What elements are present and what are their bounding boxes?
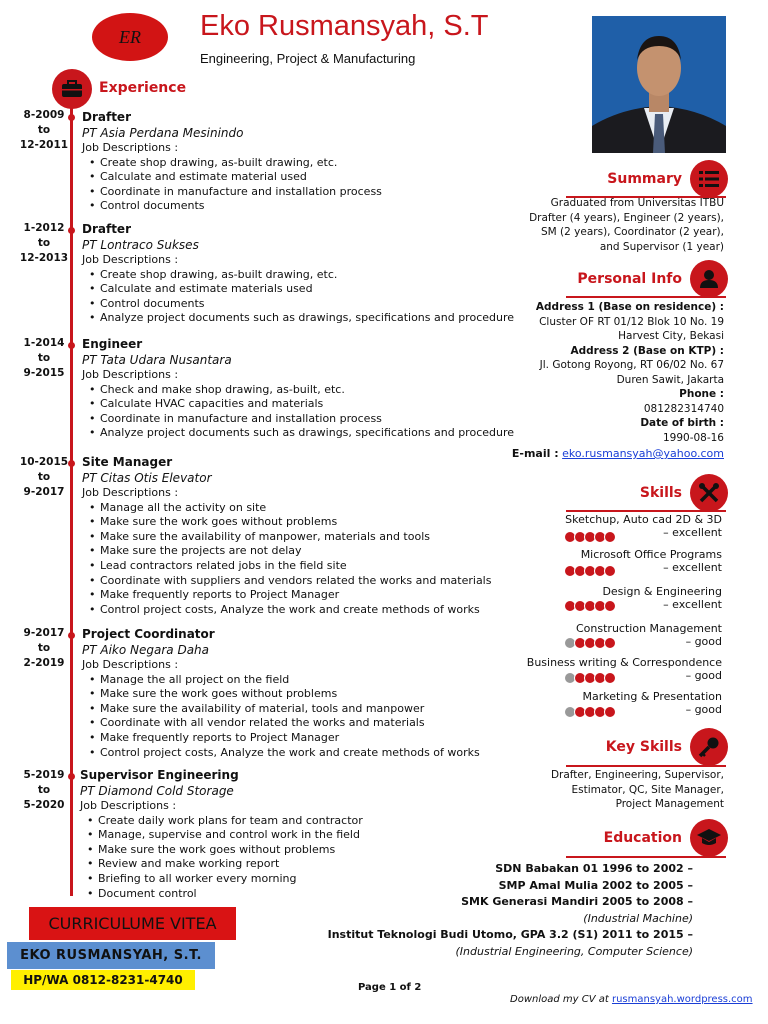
skill-item: Microsoft Office Programs – excellent	[580, 548, 722, 574]
personal-info-header	[577, 260, 728, 298]
cv-title-banner: CURRICULUME VITEA	[29, 907, 236, 940]
tools-icon	[690, 474, 728, 512]
email-row	[512, 447, 724, 460]
education-note: (Industrial Engineering, Computer Science)	[455, 944, 693, 958]
skills-heading: Skills	[639, 485, 682, 501]
skill-rating	[566, 672, 616, 684]
job-role: Drafter	[82, 110, 131, 124]
list-item: • Make sure the projects are not delay	[100, 544, 491, 559]
list-item: • Document control	[98, 887, 363, 902]
list-item: • Make sure the work goes without problems	[98, 843, 363, 858]
list-item: • Coordinate with all vendor related the works and materials	[100, 716, 480, 731]
education-list	[328, 861, 693, 960]
job-desc-label: Job Descriptions :	[80, 799, 177, 812]
job-entry	[82, 626, 480, 760]
skill-item: Construction Management – good	[576, 622, 722, 648]
job-desc-label: Job Descriptions :	[82, 253, 179, 266]
phone-value: 081282314740	[643, 402, 724, 415]
job-desc-label: Job Descriptions :	[82, 141, 179, 154]
job-company: PT Aiko Negara Daha	[82, 643, 210, 657]
education-item: SDN Babakan 01 1996 to 2002 –	[495, 862, 693, 875]
list-item: • Calculate and estimate material used	[100, 170, 382, 185]
job-period: 8-2009 to 12-2011	[19, 109, 69, 151]
name-banner: EKO RUSMANSYAH, S.T.	[7, 942, 215, 969]
job-period: 9-2017 to 2-2019	[23, 627, 65, 669]
summary-text: Graduated from Universitas ITBU Drafter (4 years), Engineer (2 years), SM (2 years), Coordinator (2 year), and Supervisor (1 year)	[529, 197, 724, 253]
skill-rating	[566, 600, 616, 612]
job-desc-label: Job Descriptions :	[82, 368, 179, 381]
page-number: Page 1 of 2	[358, 982, 422, 993]
key-skills-header	[606, 728, 728, 766]
list-item: • Control documents	[100, 297, 514, 312]
list-item: • Calculate and estimate materials used	[100, 282, 514, 297]
list-item: • Make sure the availability of manpower, materials and tools	[100, 530, 491, 545]
summary-heading: Summary	[607, 171, 682, 187]
job-period: 1-2012 to 12-2013	[19, 222, 69, 264]
job-desc-label: Job Descriptions :	[82, 658, 179, 671]
job-entry	[82, 454, 491, 617]
skill-item: Business writing & Correspondence – good	[526, 656, 722, 682]
list-item: • Create shop drawing, as-built drawing, etc.	[100, 268, 514, 283]
education-item: SMK Generasi Mandiri 2005 to 2008 –	[461, 895, 693, 908]
job-entry	[82, 221, 514, 326]
list-item: • Coordinate with suppliers and vendors related the works and materials	[100, 574, 491, 589]
job-company: PT Lontraco Sukses	[82, 238, 199, 252]
education-header	[604, 819, 728, 857]
skills-header	[640, 474, 728, 512]
job-period: 5-2019 to 5-2020	[23, 769, 65, 811]
list-item: • Review and make working report	[98, 857, 363, 872]
list-item: • Manage the all project on the field	[100, 673, 480, 688]
email-link[interactable]: eko.rusmansyah@yahoo.com	[562, 447, 724, 460]
job-company: PT Tata Udara Nusantara	[82, 353, 232, 367]
list-item: • Analyze project documents such as drawings, specifications and procedure	[100, 426, 514, 441]
list-item: • Create daily work plans for team and contractor	[98, 814, 363, 829]
list-item: • Make frequently reports to Project Manager	[100, 588, 491, 603]
profile-photo	[592, 16, 726, 153]
list-item: • Calculate HVAC capacities and materials	[100, 397, 514, 412]
personal-info-heading: Personal Info	[577, 271, 682, 287]
personal-info-text: Address 1 (Base on residence) : Cluster OF RT 01/12 Blok 10 No. 19 Harvest City, Bekasi Address 2 (Base on KTP) : Jl. Gotong Royong, RT 06/02 No. 67 Duren Sawit, Jakarta Phone : 081282314740 Date of birth : 1990-08-16	[535, 301, 724, 444]
job-role: Supervisor Engineering	[80, 768, 239, 782]
email-label: E-mail :	[511, 447, 559, 460]
graduation-cap-icon	[690, 819, 728, 857]
job-entry	[82, 336, 514, 441]
list-item: • Make sure the availability of material, tools and manpower	[100, 702, 480, 717]
key-skills-heading: Key Skills	[605, 739, 682, 755]
list-item: • Make sure the work goes without problems	[100, 515, 491, 530]
experience-heading: Experience	[99, 80, 187, 96]
list-item: • Control project costs, Analyze the work and create methods of works	[100, 603, 491, 618]
list-item: • Control documents	[100, 199, 382, 214]
job-entry	[80, 767, 363, 901]
list-item: • Lead contractors related jobs in the field site	[100, 559, 491, 574]
logo-badge	[92, 13, 168, 61]
skill-rating	[566, 706, 616, 718]
job-period: 10-2015 to 9-2017	[19, 456, 69, 498]
list-item: • Check and make shop drawing, as-built, etc.	[100, 383, 514, 398]
download-link[interactable]: rusmansyah.wordpress.com	[611, 994, 753, 1005]
education-heading: Education	[603, 830, 682, 846]
list-item: • Manage all the activity on site	[100, 501, 491, 516]
list-item: • Make sure the work goes without problems	[100, 687, 480, 702]
job-period: 1-2014 to 9-2015	[23, 337, 65, 379]
job-entry	[82, 109, 382, 214]
list-item: • Make frequently reports to Project Manager	[100, 731, 480, 746]
person-name: Eko Rusmansyah, S.T	[200, 10, 489, 42]
list-icon	[690, 160, 728, 198]
job-role: Project Coordinator	[82, 627, 215, 641]
briefcase-icon	[52, 69, 92, 109]
job-company: PT Citas Otis Elevator	[82, 471, 212, 485]
list-item: • Coordinate in manufacture and installation process	[100, 185, 382, 200]
skill-rating	[566, 565, 616, 577]
skill-item: Design & Engineering – excellent	[602, 585, 722, 611]
headline: Engineering, Project & Manufacturing	[200, 51, 416, 66]
dob-value: 1990-08-16	[662, 431, 724, 444]
education-item: Institut Teknologi Budi Utomo, GPA 3.2 (S1) 2011 to 2015 –	[327, 928, 693, 941]
job-company: PT Asia Perdana Mesinindo	[82, 126, 244, 140]
job-role: Drafter	[82, 222, 131, 236]
list-item: • Create shop drawing, as-built drawing, etc.	[100, 156, 382, 171]
education-item: SMP Amal Mulia 2002 to 2005 –	[498, 878, 693, 892]
job-role: Engineer	[82, 337, 143, 351]
logo-text: ER	[119, 26, 141, 47]
job-company: PT Diamond Cold Storage	[80, 784, 234, 798]
phone-banner: HP/WA 0812-8231-4740	[11, 970, 195, 990]
skill-item: Sketchup, Auto cad 2D & 3D – excellent	[565, 513, 722, 539]
list-item: • Control project costs, Analyze the work and create methods of works	[100, 746, 480, 761]
list-item: • Analyze project documents such as drawings, specifications and procedure	[100, 311, 514, 326]
download-prefix: Download my CV at	[510, 994, 609, 1005]
download-note	[510, 994, 753, 1005]
user-id-icon	[690, 260, 728, 298]
list-item: • Manage, supervise and control work in the field	[98, 828, 363, 843]
skill-rating	[566, 637, 616, 649]
job-role: Site Manager	[82, 455, 173, 469]
education-note: (Industrial Machine)	[583, 911, 693, 925]
key-icon	[690, 728, 728, 766]
summary-header	[607, 160, 728, 198]
list-item: • Briefing to all worker every morning	[98, 872, 363, 887]
key-skills-text: Drafter, Engineering, Supervisor, Estimator, QC, Site Manager, Project Management	[550, 769, 724, 810]
skill-item: Marketing & Presentation – good	[582, 690, 722, 716]
skill-rating	[566, 531, 616, 543]
job-desc-label: Job Descriptions :	[82, 486, 179, 499]
list-item: • Coordinate in manufacture and installation process	[100, 412, 514, 427]
